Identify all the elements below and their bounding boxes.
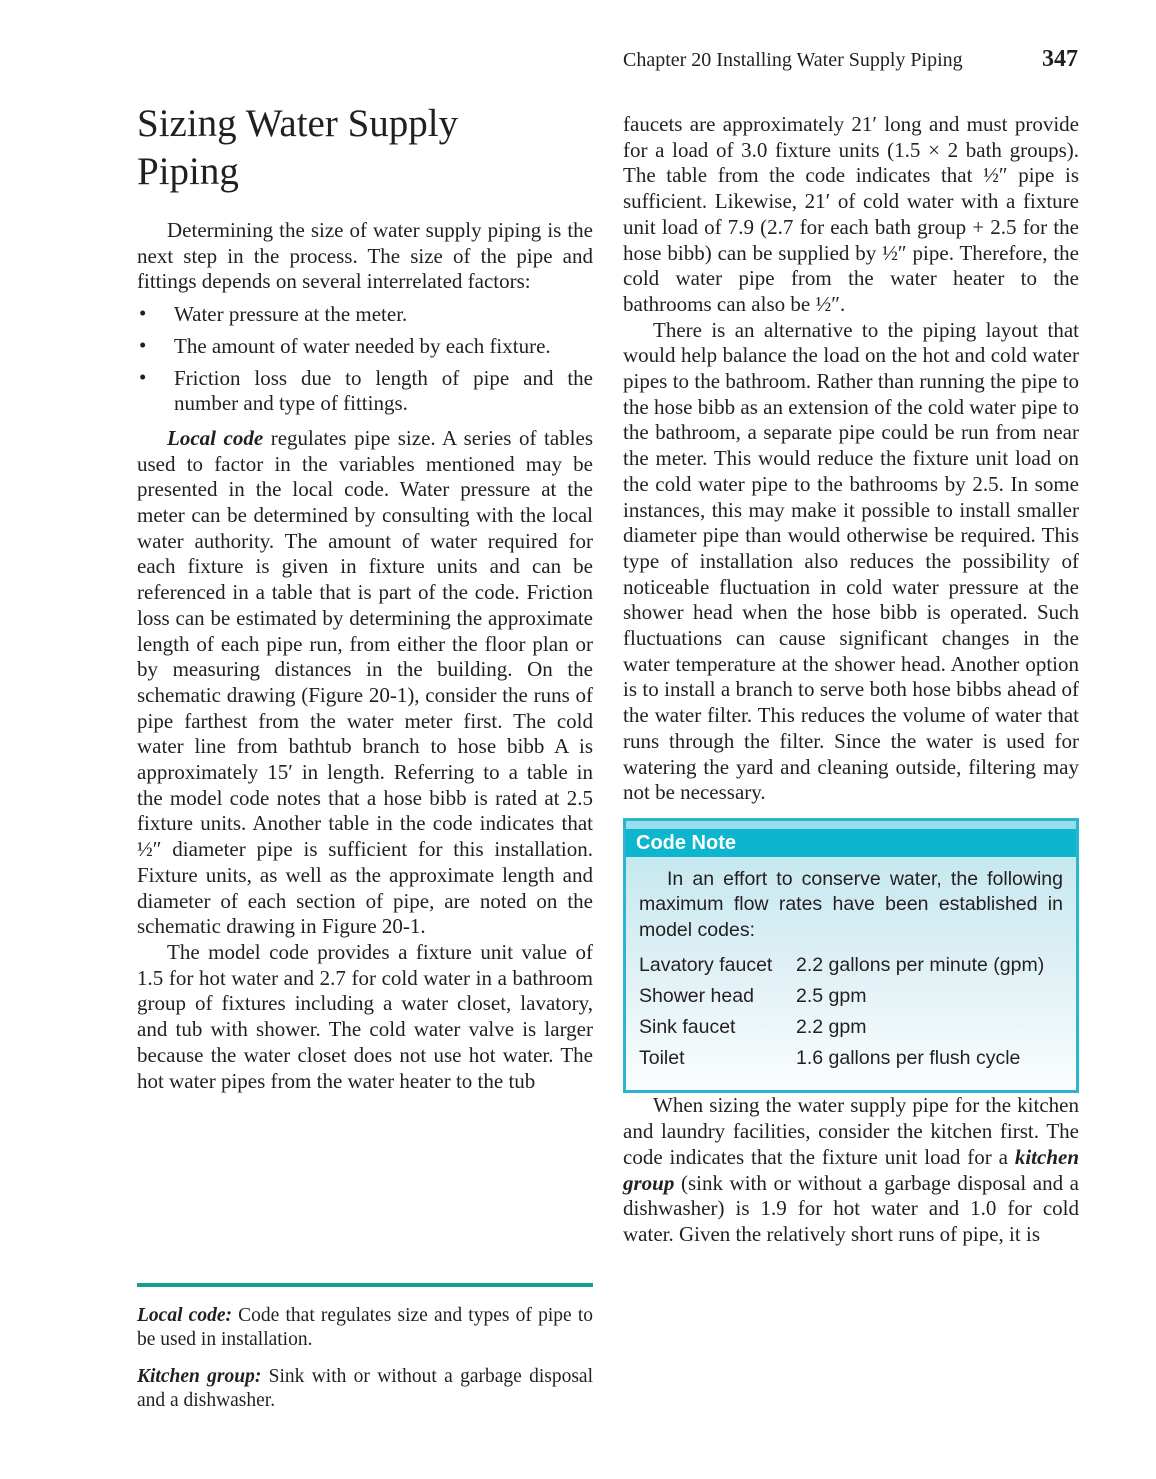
flow-rate-table (639, 950, 1063, 1074)
bullet-icon: • (139, 364, 147, 389)
list-item (137, 334, 593, 360)
table-row (639, 1012, 1063, 1043)
kitchen-paragraph (623, 1093, 1079, 1247)
list-item (137, 302, 593, 328)
definition-text: Sink with or without a garbage disposal and a dishwasher. (137, 1366, 593, 1411)
list-item-text: Water pressure at the meter. (174, 302, 408, 327)
definition-term: Local code: (137, 1305, 232, 1326)
flow-rate: 2.5 gpm (796, 985, 867, 1008)
running-header-title: Chapter 20 Installing Water Supply Piping (623, 49, 963, 71)
flow-rate: 1.6 gallons per flush cycle (796, 1047, 1021, 1070)
term-kitchen-group: kitchen group (623, 1144, 1079, 1195)
definition-local-code (137, 1304, 593, 1352)
running-header (623, 46, 1078, 73)
definition-kitchen-group (137, 1365, 593, 1413)
fixture-name: Shower head (639, 985, 754, 1008)
kitchen-paragraph-text: (sink with or without a garbage disposal and a dishwasher) is 1.9 for hot water and 1.0 for cold water. Given the relatively short runs of pipe, it is (623, 1170, 1079, 1246)
continuation-paragraph: faucets are approximately 21′ long and must provide for a load of 3.0 fixture units (1.5 × 2 bath groups). The table from the code indicates that ½″ pipe is sufficient. Likewise, 21′ of cold water with a fixture unit load of 7.9 (2.7 for each bath group + 2.5 for the hose bibb) can be supplied by ½″ pipe. Therefore, the cold water pipe from the water heater to the bathrooms can also be ½″. (623, 112, 1079, 316)
code-note-title: Code Note (636, 831, 736, 854)
kitchen-paragraph-text: When sizing the water supply pipe for the kitchen and laundry facilities, consider the kitchen first. The code indicates that the fixture unit load for a (623, 1093, 1079, 1169)
code-note-intro: In an effort to conserve water, the following maximum flow rates have been established in model codes: (639, 867, 1063, 941)
intro-paragraph: Determining the size of water supply piping is the next step in the process. The size of the pipe and fittings depends on several interrelated factors: (137, 218, 593, 294)
right-column (623, 112, 1079, 1248)
flow-rate: 2.2 gallons per minute (gpm) (796, 954, 1045, 977)
alternative-paragraph: There is an alternative to the piping layout that would help balance the load on the hot and cold water pipes to the bathroom. Rather than running the pipe to the hose bibb as an extension of the cold water pipe to the bathroom, a separate pipe could be run from near the meter. This would reduce the fixture unit load on the cold water pipe to the bathrooms by 2.5. In some instances, this may make it possible to install smaller diameter pipe than would otherwise be required. This type of installation also reduces the possibility of noticeable fluctuation in cold water pressure at the shower head when the hose bibb is operated. Such fluctuations can cause significant changes in the water temperature at the shower head. Another option is to install a branch to serve both hose bibbs ahead of the water filter. This reduces the volume of water that runs through the filter. Since the water is used for watering the yard and cleaning outside, filtering may not be necessary. (623, 317, 1079, 805)
fixture-name: Sink faucet (639, 1016, 736, 1039)
table-row (639, 981, 1063, 1012)
fixture-name: Lavatory faucet (639, 954, 773, 977)
table-row (639, 1043, 1063, 1074)
code-note-top-strip (626, 821, 1076, 829)
flow-rate: 2.2 gpm (796, 1016, 867, 1039)
definition-text: Code that regulates size and types of pipe to be used in installation. (137, 1305, 593, 1350)
list-item (137, 366, 593, 417)
code-note-header (626, 829, 1076, 857)
list-item-text: The amount of water needed by each fixture. (174, 333, 551, 358)
bullet-icon: • (139, 301, 147, 326)
local-code-paragraph (137, 426, 593, 940)
definitions-footnote (137, 1283, 593, 1426)
code-note-body (626, 857, 1076, 1091)
code-note-box (623, 818, 1079, 1094)
bullet-icon: • (139, 332, 147, 357)
list-item-text: Friction loss due to length of pipe and the number and type of fittings. (174, 365, 593, 416)
local-code-paragraph-text: regulates pipe size. A series of tables used to factor in the variables mentioned may be presented in the local code. Water pressure at the meter can be determined by consulting with the local water authority. The amount of water required for each fixture is given in fixture units and can be referenced in a table that is part of the code. Friction loss can be estimated by determining the approximate length of each pipe run, from either the floor plan or by measuring distances in the building. On the schematic drawing (Figure 20-1), consider the runs of pipe farthest from the water meter first. The cold water line from bathtub branch to hose bibb A is approximately 15′ in length. Referring to a table in the model code notes that a hose bibb is rated at 2.5 fixture units. Another table in the code indicates that ½″ diameter pipe is sufficient for this installation. Fixture units, as well as the approximate length and diameter of each section of pipe, are noted on the schematic drawing in Figure 20-1. (137, 425, 593, 939)
term-local-code: Local code (167, 425, 264, 450)
left-column (137, 100, 593, 1094)
page-number: 347 (1042, 46, 1078, 72)
table-row (639, 950, 1063, 981)
footnote-rule (137, 1283, 593, 1287)
definition-term: Kitchen group: (137, 1366, 262, 1387)
article-title: Sizing Water Supply Piping (137, 102, 459, 193)
fixture-name: Toilet (639, 1047, 685, 1070)
factors-list (137, 302, 593, 417)
model-code-paragraph: The model code provides a fixture unit value of 1.5 for hot water and 2.7 for cold water in a bathroom group of fixtures including a water closet, lavatory, and tub with shower. The cold water valve is larger because the water closet does not use hot water. The hot water pipes from the water heater to the tub (137, 939, 593, 1093)
